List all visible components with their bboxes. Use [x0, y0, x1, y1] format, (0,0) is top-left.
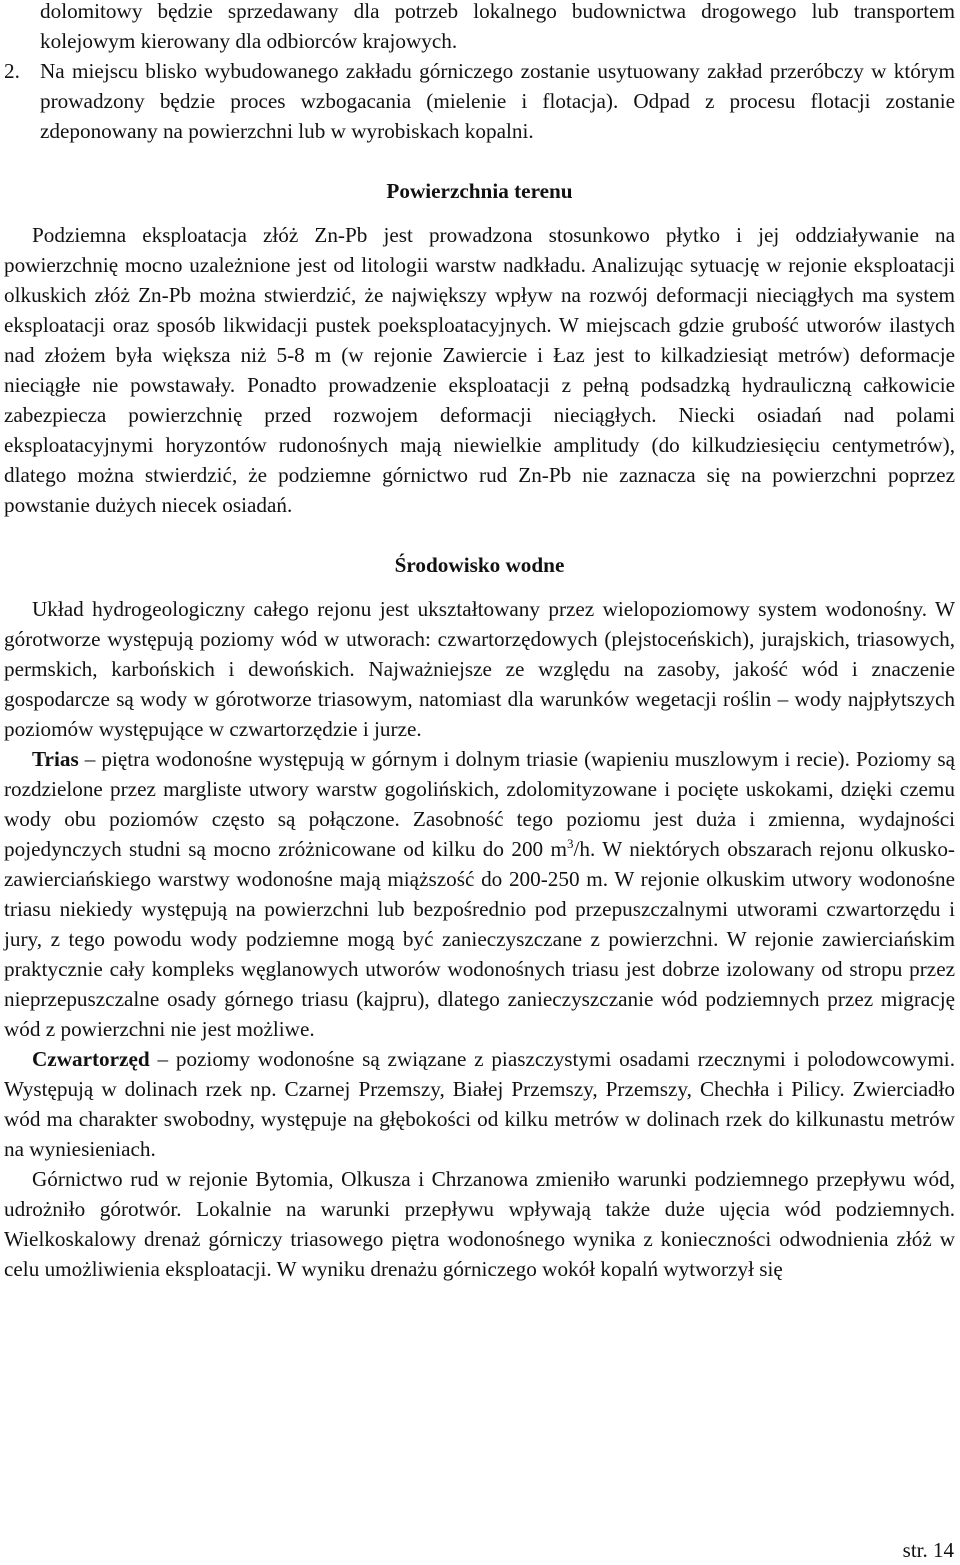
paragraph-mining-impact: Górnictwo rud w rejonie Bytomia, Olkusza i Chrzanowa zmieniło warunki podziemnego przepływu wód, udrożniło górotwór. Lokalnie na warunki przepływu wpływają także duże ujęcia wód podziemnych. Wielkoskalowy drenaż górniczy triasowego piętra wodonośnego wynika z konieczności odwodnienia złóż w celu umożliwienia eksploatacji. W wyniku drenażu górniczego wokół kopalń wytworzył się: [4, 1167, 955, 1281]
page-content: [4, 0, 955, 1284]
trias-text-a: – piętra wodonośne występują w górnym i dolnym triasie (wapieniu muszlowym i recie). Poziomy są rozdzielone przez margliste utwory warstw gogolińskich, zdolomityzowane i pocięte uskokami, dzięki czemu wody obu poziomów często są połączone. Zasobność tego poziomu jest duża i zmienna, wydajności pojedynczych studni są mocno zróżnicowane od kilku do 200 m: [4, 747, 955, 861]
quaternary-text: – poziomy wodonośne są związane z piaszczystymi osadami rzecznymi i polodowcowymi. Występują w dolinach rzek np. Czarnej Przemszy, Białej Przemszy, Przemszy, Chechła i Pilicy. Zwierciadło wód ma charakter swobodny, występuje na głębokości od kilku metrów w dolinach rzek do kilkunastu metrów na wyniesieniach.: [4, 1047, 955, 1161]
paragraph-trias: [4, 744, 955, 1044]
superscript-3: 3: [567, 835, 574, 851]
paragraph-quaternary: [4, 1044, 955, 1164]
heading-water: Środowisko wodne: [394, 553, 565, 577]
paragraph-water-intro: Układ hydrogeologiczny całego rejonu jest ukształtowany przez wielopoziomowy system wodonośny. W górotworze występują poziomy wód w utworach: czwartorzędowych (plejstoceńskich), jurajskich, triasowych, permskich, karbońskich i dewońskich. Najważniejsze ze względu na zasoby, jakość wód i znaczenie gospodarcze są wody w górotworze triasowym, natomiast dla warunków wegetacji roślin – wody najpłytszych poziomów występujące w czwartorzędzie i jurze.: [4, 597, 955, 741]
term-trias: Trias: [32, 747, 79, 771]
list-item-2: [4, 56, 955, 146]
term-quaternary: Czwartorzęd: [32, 1047, 150, 1071]
trias-text-b: /h. W niektórych obszarach rejonu olkusko-zawierciańskiego warstwy wodonośne mają miąższość do 200-250 m. W rejonie olkuskim utwory wodonośne triasu niekiedy występują na powierzchni lub bezpośrednio pod przepuszczalnymi utworami czwartorzędu i jury, z tego powodu wody podziemne mogą być zanieczyszczane z powierzchni. W rejonie zawierciańskim praktycznie cały kompleks węglanowych utworów wodonośnych triasu jest dobrze izolowany od stropu przez nieprzepuszczalne osady górnego triasu (kajpru), dlatego zanieczyszczanie wód podziemnych przez migrację wód z powierzchni nie jest możliwe.: [4, 837, 955, 1041]
list-item-1-continuation: dolomitowy będzie sprzedawany dla potrzeb lokalnego budownictwa drogowego lub transportem kolejowym kierowany dla odbiorców krajowych.: [40, 0, 955, 53]
list-item-2-text: Na miejscu blisko wybudowanego zakładu górniczego zostanie usytuowany zakład przeróbczy w którym prowadzony będzie proces wzbogacania (mielenie i flotacja). Odpad z procesu flotacji zostanie zdeponowany na powierzchni lub w wyrobiskach kopalni.: [40, 59, 955, 143]
heading-surface: Powierzchnia terenu: [386, 179, 573, 203]
list-item-2-number: 2.: [4, 59, 20, 83]
paragraph-surface: Podziemna eksploatacja złóż Zn-Pb jest prowadzona stosunkowo płytko i jej oddziaływanie na powierzchnię mocno uzależnione jest od litologii warstw nadkładu. Analizując sytuację w rejonie eksploatacji olkuskich złóż Zn-Pb można stwierdzić, że największy wpływ na rozwój deformacji nieciągłych ma system eksploatacji oraz sposób likwidacji pustek poeksploatacyjnych. W miejscach gdzie grubość utworów ilastych nad złożem była większa niż 5-8 m (w rejonie Zawiercie i Łaz jest to kilkadziesiąt metrów) deformacje nieciągłe nie powstawały. Ponadto prowadzenie eksploatacji z pełną podsadzką hydrauliczną całkowicie zabezpiecza powierzchnię przed rozwojem deformacji nieciągłych. Niecki osiadań nad polami eksploatacyjnymi horyzontów rudonośnych mają niewielkie amplitudy (do kilkudziesięciu centymetrów), dlatego można stwierdzić, że podziemne górnictwo rud Zn-Pb nie zaznacza się na powierzchni poprzez powstanie dużych niecek osiadań.: [4, 223, 955, 517]
page-number: str. 14: [902, 1538, 954, 1562]
